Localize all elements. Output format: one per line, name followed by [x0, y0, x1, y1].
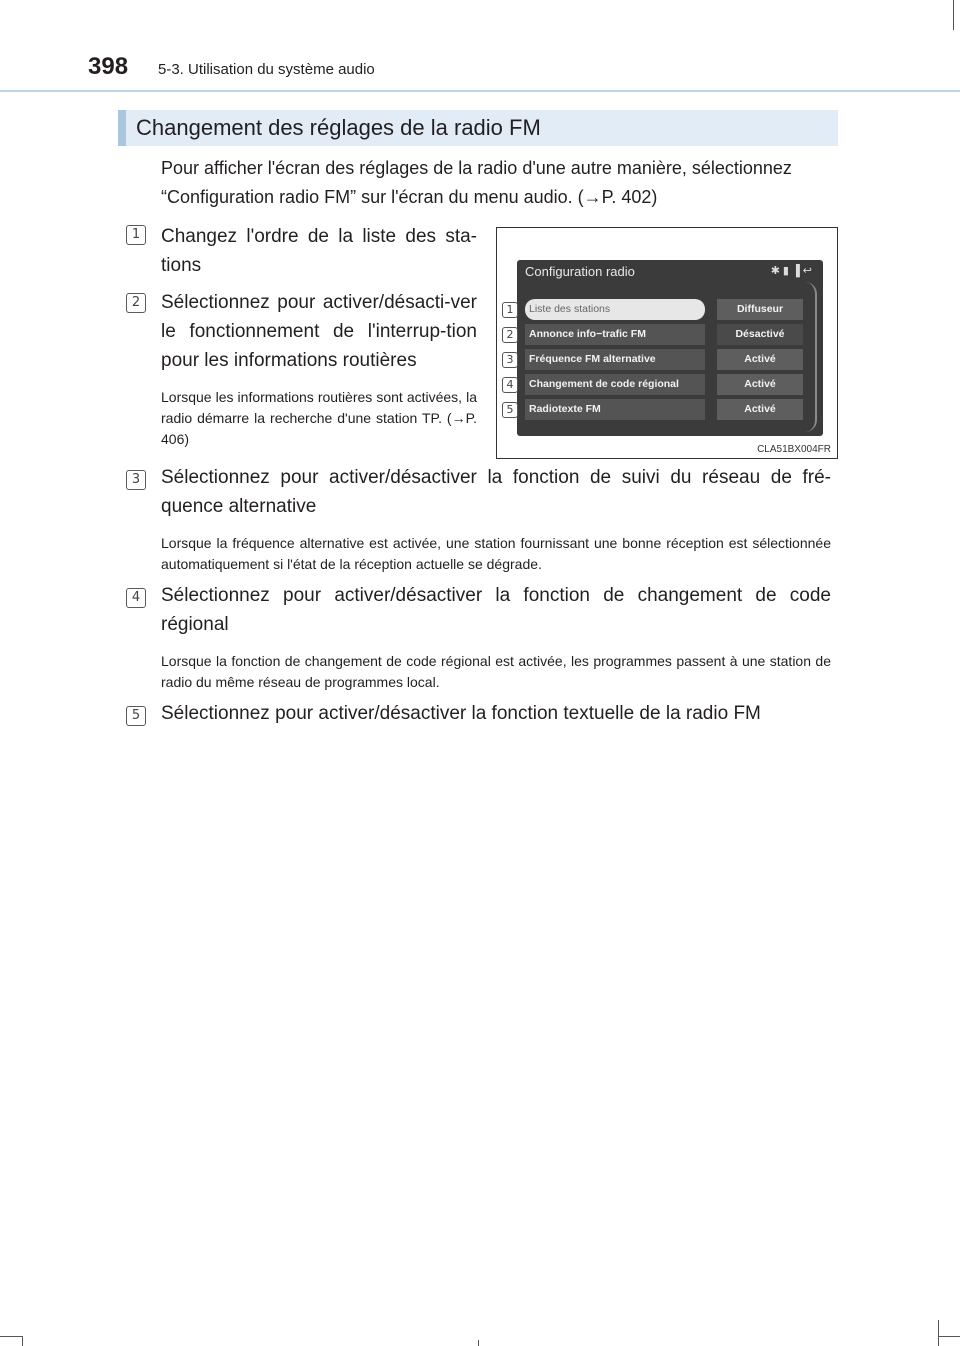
callout-number-icon: 2: [502, 327, 518, 343]
item-number-icon: 2: [126, 293, 146, 313]
setting-row-radiotext[interactable]: [525, 399, 803, 420]
setting-label: Changement de code régional: [525, 374, 705, 395]
callout-number-icon: 4: [502, 377, 518, 393]
item-text: Sélectionnez pour activer/désactiver la fonction de changement de code régional: [161, 585, 831, 635]
callout-number-icon: 5: [502, 402, 518, 418]
radio-settings-screen: [517, 260, 823, 436]
setting-value[interactable]: Activé: [717, 374, 803, 395]
back-icon[interactable]: ↩: [802, 265, 815, 277]
crop-mark: [938, 1336, 960, 1337]
setting-row-station-list[interactable]: [525, 299, 803, 320]
crop-mark: [0, 1336, 22, 1337]
crop-mark: [938, 1320, 939, 1346]
item-number-icon: 1: [126, 225, 146, 245]
scroll-arc: [805, 282, 817, 432]
item-text: Sélectionnez pour activer/désactiver la fonction textuelle de la radio FM: [161, 703, 761, 724]
item-number-icon: 5: [126, 706, 146, 726]
screen-title: Configuration radio: [525, 264, 635, 279]
section-title: Changement des réglages de la radio FM: [136, 115, 541, 140]
item-text: Sélectionnez pour activer/désacti-ver le fonctionnement de l'interrup-tion pour les informations routières: [161, 292, 477, 371]
item-number-icon: 3: [126, 470, 146, 490]
setting-row-alternative-frequency[interactable]: [525, 349, 803, 370]
item-number-icon: 4: [126, 588, 146, 608]
item-note: Lorsque la fréquence alternative est activée, une station fournissant une bonne réception est sélectionnée automatiquement si l'état de la réception actuelle se dégrade.: [161, 535, 831, 572]
setting-value[interactable]: Activé: [717, 349, 803, 370]
crop-mark: [478, 1340, 479, 1346]
page-number: 398: [88, 53, 129, 80]
crop-mark: [953, 0, 954, 30]
battery-icon: ▮: [782, 265, 792, 277]
callout-number-icon: 1: [502, 302, 518, 318]
crop-mark: [22, 1336, 23, 1346]
setting-row-regional-code[interactable]: [525, 374, 803, 395]
setting-value[interactable]: Désactivé: [717, 324, 803, 345]
setting-value[interactable]: Activé: [717, 399, 803, 420]
setting-label: Liste des stations: [525, 299, 705, 320]
figure-code: CLA51BX004FR: [757, 444, 831, 455]
item-note: Lorsque la fonction de changement de code régional est activée, les programmes passent à une station de radio du même réseau de programmes local.: [161, 653, 831, 690]
item-text: Sélectionnez pour activer/désactiver la fonction de suivi du réseau de fré-quence alternative: [161, 467, 831, 517]
setting-value[interactable]: Diffuseur: [717, 299, 803, 320]
page-header: [0, 0, 960, 96]
bluetooth-icon: ✱: [770, 265, 783, 277]
section-heading: [118, 110, 838, 146]
radio-settings-figure: [496, 227, 838, 459]
signal-icon: ▐: [791, 265, 803, 277]
item-note: Lorsque les informations routières sont activées, la radio démarre la recherche d'une station TP. (→P. 406): [161, 389, 477, 447]
callout-number-icon: 3: [502, 352, 518, 368]
setting-label: Annonce info−trafic FM: [525, 324, 705, 345]
chapter-title: 5-3. Utilisation du système audio: [158, 61, 375, 78]
setting-label: Fréquence FM alternative: [525, 349, 705, 370]
setting-row-traffic-announcement[interactable]: [525, 324, 803, 345]
setting-label: Radiotexte FM: [525, 399, 705, 420]
header-divider: [0, 90, 960, 92]
status-icons: [771, 264, 815, 277]
intro-paragraph: Pour afficher l'écran des réglages de la radio d'une autre manière, sélectionnez “Configuration radio FM” sur l'écran du menu audio. (→P. 402): [161, 158, 792, 207]
item-text: Changez l'ordre de la liste des sta-tions: [161, 226, 477, 276]
